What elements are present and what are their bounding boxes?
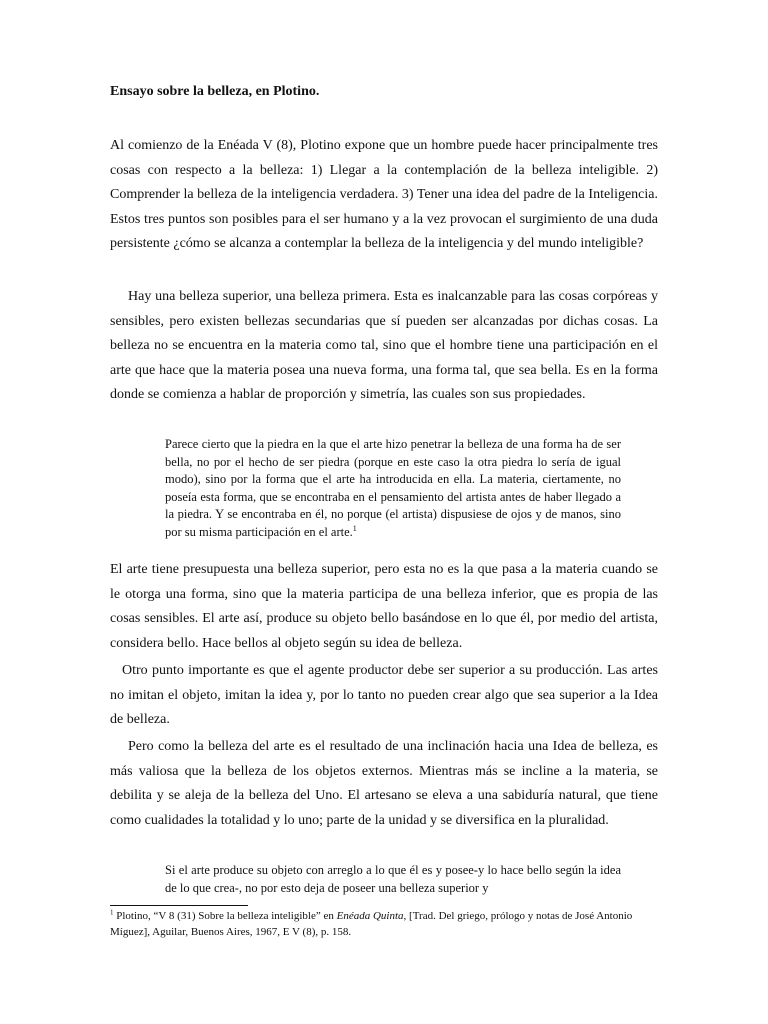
- paragraph-productive-agent: Otro punto importante es que el agente productor debe ser superior a su producción. Las artes no imitan el objeto, imitan la idea y, por lo tanto no pueden crear algo que sea superior a la Idea de belleza.: [110, 663, 658, 727]
- footnote-work-title: Enéada Quinta: [336, 910, 404, 922]
- footnote: [110, 908, 658, 940]
- block-quote-stone-text: Parece cierto que la piedra en la que el arte hizo penetrar la belleza de una forma ha de ser bella, no por el hecho de ser piedra (porque en este caso la otra piedra lo sería de igual modo), sino por la forma que el arte ha introducida en ella. La materia, ciertamente, no poseía esta forma, que se encontraba en el pensamiento del artista antes de haber llegado a la piedra. Y se encontraba en él, no porque (el artista) dispusiese de ojos y de manos, sino por su misma participación en el arte.: [165, 437, 621, 539]
- footnote-text-after: , [Trad. Del griego, prólogo y notas de José Antonio Míguez], Aguilar, Buenos Aires, 1967, E V (8), p. 158.: [110, 910, 633, 938]
- footnote-text-before: Plotino, “V 8 (31) Sobre la belleza inteligible” en: [113, 910, 337, 922]
- document-title: Ensayo sobre la belleza, en Plotino.: [110, 84, 320, 99]
- paragraph-art-presupposes: El arte tiene presupuesta una belleza superior, pero esta no es la que pasa a la materia cuando se le otorga una forma, sino que la materia participa de una belleza inferior, que es propia de las cosas sensibles. El arte así, produce su objeto bello basándose en lo que él, por medio del artista, considera bello. Hace bellos al objeto según su idea de belleza.: [110, 562, 658, 651]
- block-quote-art-object: Si el arte produce su objeto con arreglo a lo que él es y posee-y lo hace bello según la idea de lo que crea-, no por esto deja de poseer una belleza superior y: [165, 863, 621, 895]
- paragraph-intro: Al comienzo de la Enéada V (8), Plotino expone que un hombre puede hacer principalmente tres cosas con respecto a la belleza: 1) Llegar a la contemplación de la belleza inteligible. 2) Comprender la belleza de la inteligencia verdadera. 3) Tener una idea del padre de la Inteligencia. Estos tres puntos son posibles para el ser humano y a la vez provocan el surgimiento de una duda persistente ¿cómo se alcanza a contemplar la belleza de la inteligencia y del mundo inteligible?: [110, 138, 658, 251]
- paragraph-superior-beauty: Hay una belleza superior, una belleza primera. Esta es inalcanzable para las cosas corpóreas y sensibles, pero existen bellezas secundarias que sí pueden ser alcanzadas por dichas cosas. La belleza no se encuentra en la materia como tal, sino que el hombre tiene una participación en el arte que hace que la materia posea una nueva forma, una forma tal, que sea bella. Es en la forma donde se comienza a hablar de proporción y simetría, las cuales son sus propiedades.: [110, 289, 658, 402]
- block-quote-stone: [165, 436, 621, 542]
- footnote-reference[interactable]: 1: [352, 523, 357, 533]
- footnote-separator: [110, 905, 248, 906]
- footnote-mark: 1: [110, 908, 114, 917]
- paragraph-art-beauty: Pero como la belleza del arte es el resultado de una inclinación hacia una Idea de belleza, es más valiosa que la belleza de los objetos externos. Mientras más se incline a la materia, se debilita y se aleja de la belleza del Uno. El artesano se eleva a una sabiduría natural, que tiene como cualidades la totalidad y lo uno; parte de la unidad y se diversifica en la pluralidad.: [110, 739, 658, 828]
